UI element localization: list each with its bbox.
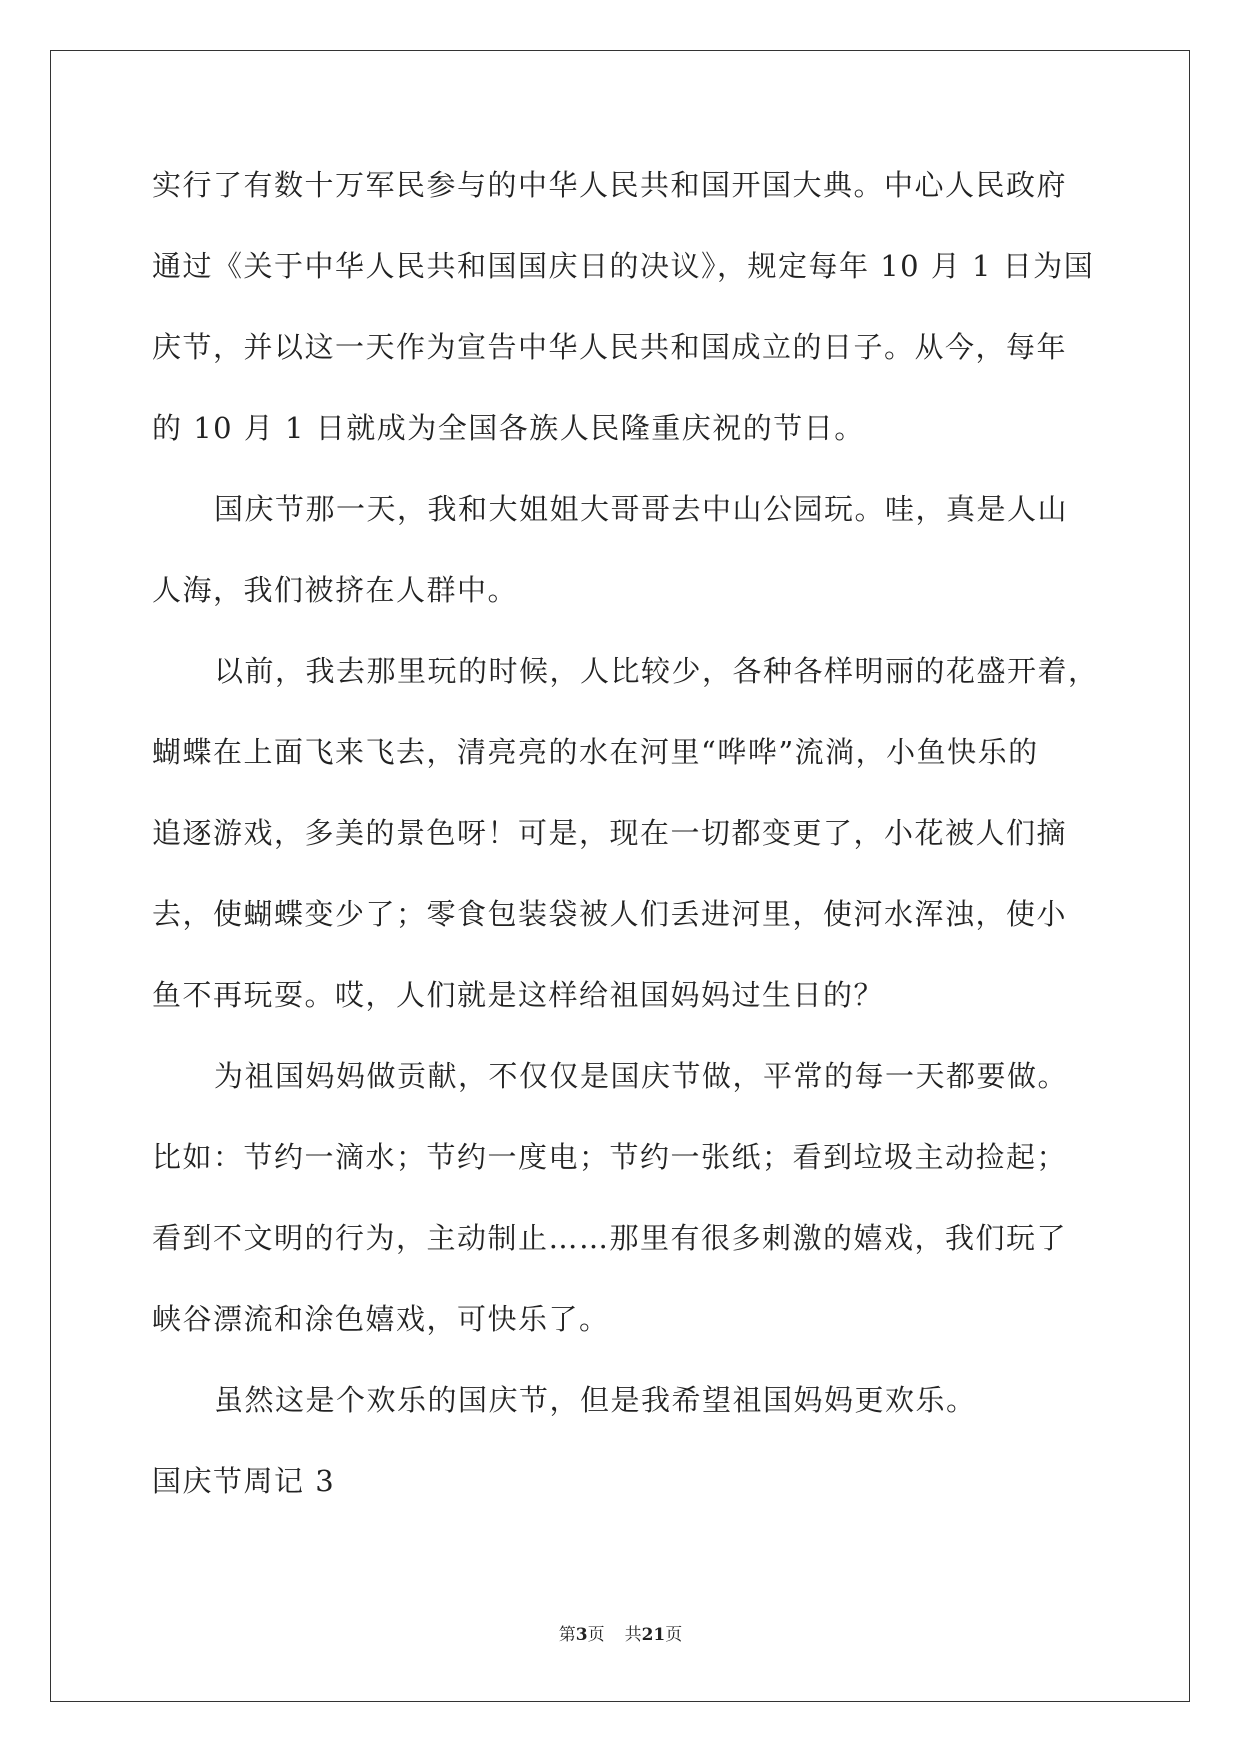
text-line: 蝴蝶在上面飞来飞去，清亮亮的水在河里“哗哗”流淌，小鱼快乐的 [152, 735, 1039, 769]
text-line: 人海，我们被挤在人群中。 [152, 573, 519, 607]
text-line: 看到不文明的行为，主动制止……那里有很多刺激的嬉戏，我们玩了 [152, 1221, 1068, 1255]
text-line: 实行了有数十万军民参与的中华人民共和国开国大典。中心人民政府 [152, 168, 1068, 202]
page-number: 3 [575, 1625, 588, 1645]
total-suffix: 页 [665, 1625, 683, 1645]
total-pages: 21 [641, 1625, 666, 1645]
total-prefix: 共 [624, 1625, 642, 1645]
page-prefix: 第 [558, 1625, 576, 1645]
paragraph-start-line: 为祖国妈妈做贡献，不仅仅是国庆节做，平常的每一天都要做。 [214, 1059, 1069, 1093]
text-line: 比如：节约一滴水；节约一度电；节约一张纸；看到垃圾主动捡起； [152, 1140, 1068, 1174]
page-suffix: 页 [587, 1625, 605, 1645]
paragraph-start-line: 虽然这是个欢乐的国庆节，但是我希望祖国妈妈更欢乐。 [214, 1383, 977, 1417]
section-heading: 国庆节周记 3 [152, 1464, 336, 1498]
paragraph-start-line: 以前，我去那里玩的时候，人比较少，各种各样明丽的花盛开着， [214, 654, 1099, 688]
page-footer [0, 1620, 1241, 1645]
text-line: 鱼不再玩耍。哎，人们就是这样给祖国妈妈过生日的？ [152, 978, 885, 1012]
paragraph-start-line: 国庆节那一天，我和大姐姐大哥哥去中山公园玩。哇，真是人山 [214, 492, 1069, 526]
text-line: 追逐游戏，多美的景色呀！可是，现在一切都变更了，小花被人们摘 [152, 816, 1068, 850]
text-line: 峡谷漂流和涂色嬉戏，可快乐了。 [152, 1302, 610, 1336]
text-line: 庆节，并以这一天作为宣告中华人民共和国成立的日子。从今，每年 [152, 330, 1068, 364]
text-line: 的 10 月 1 日就成为全国各族人民隆重庆祝的节日。 [152, 411, 865, 445]
text-line: 通过《关于中华人民共和国国庆日的决议》，规定每年 10 月 1 日为国 [152, 249, 1095, 283]
document-body [152, 155, 1099, 1532]
text-line: 去，使蝴蝶变少了；零食包装袋被人们丢进河里，使河水浑浊，使小 [152, 897, 1068, 931]
